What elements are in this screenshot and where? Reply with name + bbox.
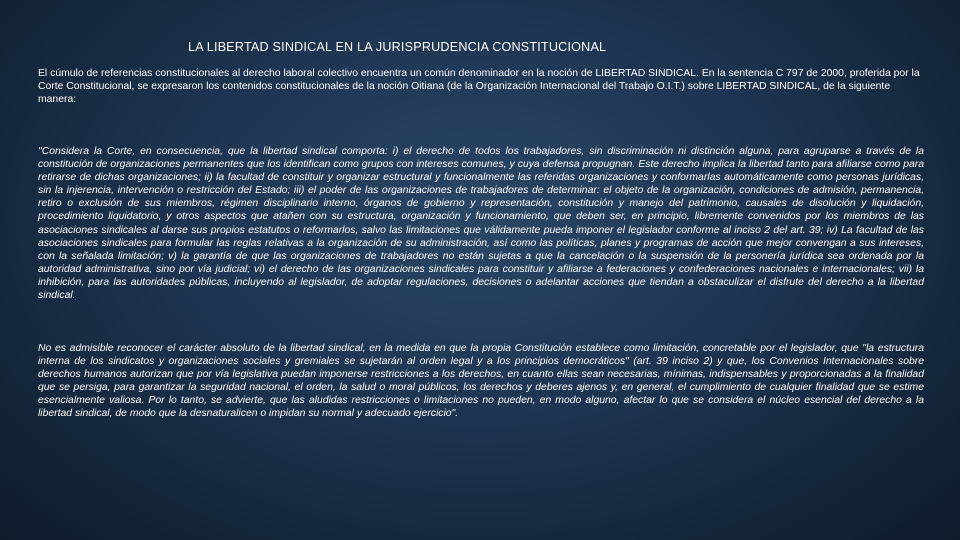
intro-paragraph: El cúmulo de referencias constitucionales al derecho laboral colectivo encuentra un común denominador en la noción de LIBERTAD SINDICAL. En la sentencia C 797 de 2000, proferida por la Corte Constitucional, se expresaron los contenidos constitucionales de la noción Oitiana (de la Organización Internacional del Trabajo O.I.T.) sobre LIBERTAD SINDICAL, de la siguiente manera: xyxy=(38,68,920,106)
quote-paragraph: "Considera la Corte, en consecuencia, que la libertad sindical comporta: i) el derecho de todos los trabajadores, sin discriminación ni distinción alguna, para agruparse a través de la constitución de organizaciones permanentes que los identifican como grupos con intereses comunes, y cuya defensa propugnan. Este derecho implica la libertad tanto para afiliarse como para retirarse de dichas organizaciones; ii) la facultad de constituir y organizar estructural y funcionalmente las referidas organizaciones y conformarlas automáticamente como personas jurídicas, sin la injerencia, intervención o restricción del Estado; iii) el poder de las organizaciones de trabajadores de determinar: el objeto de la organización, condiciones de admisión, permanencia, retiro o exclusión de sus miembros, régimen disciplinario interno, órganos de gobierno y representación, constitución y manejo del patrimonio, causales de disolución y liquidación, procedimiento liquidatorio, y otros aspectos que atañen con su estructura, organización y funcionamiento, que deben ser, en principio, libremente convenidos por los miembros de las asociaciones sindicales al darse sus propios estatutos o reformarlos, salvo las limitaciones que válidamente pueda imponer el legislador conforme al inciso 2 del art. 39; iv) La facultad de las asociaciones sindicales para formular las reglas relativas a la organización de su administración, así como las políticas, planes y programas de acción que mejor convengan a sus intereses, con la señalada limitación; v) la garantía de que las organizaciones de trabajadores no están sujetas a que la cancelación o la suspensión de la personería jurídica sea ordenada por la autoridad administrativa, sino por vía judicial; vi) el derecho de las organizaciones sindicales para constituir y afiliarse a federaciones y confederaciones nacionales e internacionales; vii) la inhibición, para las autoridades públicas, incluyendo al legislador, de adoptar regulaciones, decisiones o adelantar acciones que tiendan a obstaculizar el disfrute del derecho a la libertad sindical. xyxy=(38,146,924,302)
slide-title: LA LIBERTAD SINDICAL EN LA JURISPRUDENCIA CONSTITUCIONAL xyxy=(188,40,607,54)
closing-paragraph: No es admisible reconocer el carácter absoluto de la libertad sindical, en la medida en que la propia Constitución establece como limitación, concretable por el legislador, que "la estructura interna de los sindicatos y organizaciones sociales y gremiales se sujetarán al orden legal y a los principios democráticos" (art. 39 inciso 2) y que, los Convenios Internacionales sobre derechos humanos autorizan que por vía legislativa puedan imponerse restricciones a los derechos, en cuanto ellas sean necesarias, mínimas, indispensables y proporcionadas a la finalidad que se persiga, para garantizar la seguridad nacional, el orden, la salud o moral públicos, los derechos y deberes ajenos y, en general, el cumplimiento de cualquier finalidad que se estime esencialmente valiosa. Por lo tanto, se advierte, que las aludidas restricciones o limitaciones no pueden, en modo alguno, afectar lo que se considera el núcleo esencial del derecho a la libertad sindical, de modo que la desnaturalicen o impidan su normal y adecuado ejercicio". xyxy=(38,343,924,420)
